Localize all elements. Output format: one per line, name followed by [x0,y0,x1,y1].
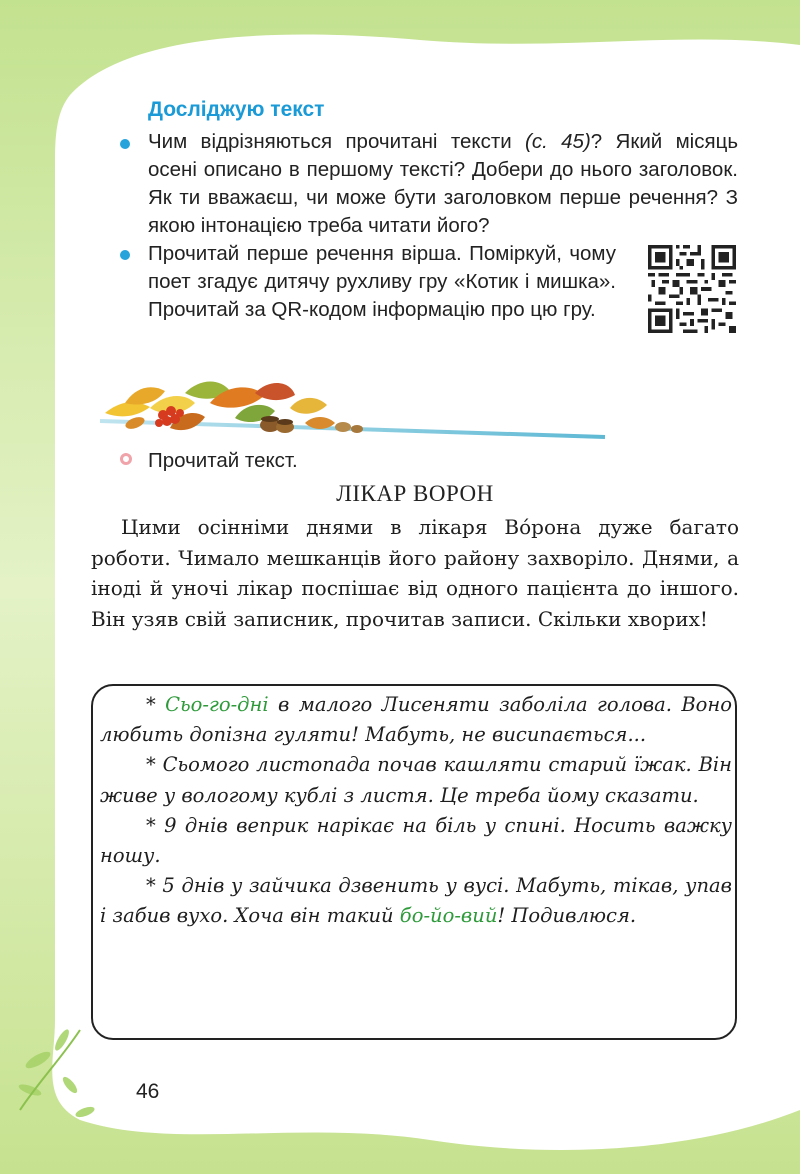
note-item: * Сьомого листопада почав кашляти старий їжак. Він живе у вологому кублі з листя. Це треба йому сказати. [100,753,732,807]
bullet-icon [120,139,130,149]
qr-code-icon[interactable] [648,245,736,333]
highlighted-word: Сьо-го-дні [165,693,269,716]
note-item: * Сьо-го-дні в малого Лисеняти заболіла голова. Воно любить допізна гуляти! Мабуть, не висипається... [100,693,733,747]
bullet-icon [120,250,130,260]
page-number: 46 [136,1080,160,1103]
bullet-icon [120,453,132,465]
autumn-leaves-banner-icon [95,373,610,448]
page-reference: (с. 45) [525,130,591,153]
read-task-text: Прочитай текст. [148,449,298,472]
note-item: * 5 днів у зайчика дзвенить у вусі. Мабуть, тікав, упав і забив вухо. Хоча він такий бо-йо-вий! Подивлюся. [100,874,732,928]
note-item: * 9 днів веприк нарікає на біль у спині. Носить важку ношу. [100,813,732,868]
task-1-text: Чим відрізняються прочитані тексти (с. 45)? Який місяць осені описано в першому тексті? Добери до нього заголовок. Як ти вважаєш, чи може бути заголовком перше речення? З якою інтонацією треба читати його? [148,130,739,237]
notes-list [100,690,732,932]
task-2-text: Прочитай перше речення вірша. Поміркуй, чому поет згадує дитячу рухливу гру «Котик і мишка». Прочитай за QR-кодом інформацію про цю гру. [148,242,616,321]
story-paragraph: Цими осінніми днями в лікаря Ворона дуже багато роботи. Чимало мешканців його району захворіло. Днями, а іноді й уночі лікар поспішає від одного пацієнта до іншого. Він узяв свій записник, прочитав записи. Скільки хворих! [91,515,739,631]
section-heading: Досліджую текст [148,98,325,121]
highlighted-word: бо-йо-вий [399,904,498,928]
story-body [91,512,739,634]
story-title: ЛІКАР ВОРОН [336,481,494,506]
